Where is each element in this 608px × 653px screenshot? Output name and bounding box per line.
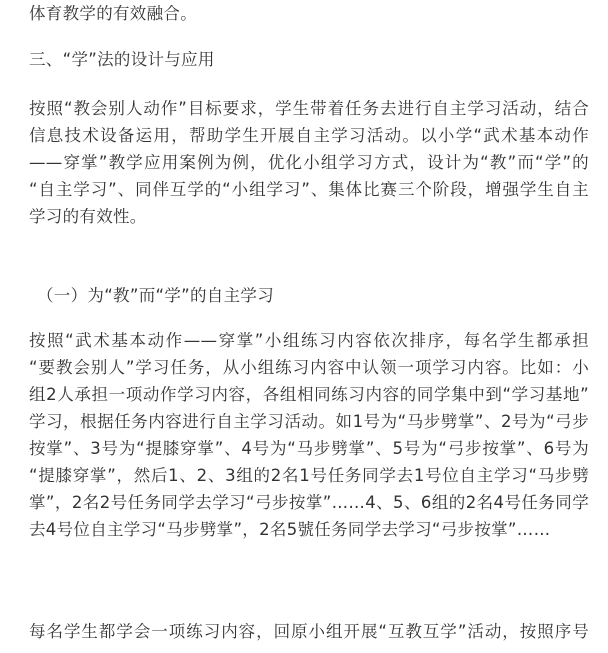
text-line: “自主学习”、同伴互学的“小组学习”、集体比赛三个阶段，增强学生自主 bbox=[29, 180, 589, 199]
paragraph-method-design bbox=[29, 95, 589, 230]
text-line: 组2人承担一项动作学习内容，各组相同练习内容的同学集中到“学习基地” bbox=[29, 385, 589, 404]
text-line: 去4号位自主学习“马步劈掌”，2名5號任务同学去学习“弓步按掌”…… bbox=[29, 520, 551, 539]
paragraph-peer-teaching bbox=[29, 618, 589, 645]
text-line: 信息技术设备运用，帮助学生开展自主学习活动。以小学“武术基本动作 bbox=[29, 126, 589, 145]
text-line: ——穿掌”教学应用案例为例，优化小组学习方式，设计为“教”而“学”的 bbox=[29, 153, 589, 172]
text-line: 体育教学的有效融合。 bbox=[29, 4, 197, 23]
subsection-heading bbox=[37, 282, 597, 309]
section-heading bbox=[29, 46, 589, 73]
text-line: “要教会别人”学习任务，从小组练习内容中认领一项学习内容。比如：小 bbox=[29, 358, 589, 377]
text-line: 学习，根据任务内容进行自主学习活动。如1号为“马步劈掌”、2号为“弓步 bbox=[29, 412, 589, 431]
text-line: 每名学生都学会一项练习内容，回原小组开展“互教互学”活动，按照序号 bbox=[29, 622, 589, 641]
subsection-heading-text: （一）为“教”而“学”的自主学习 bbox=[37, 286, 274, 305]
text-line: 按照“教会别人动作”目标要求，学生带着任务去进行自主学习活动，结合 bbox=[29, 99, 589, 118]
text-line: “提膝穿掌”，然后1、2、3组的2名1号任务同学去1号位自主学习“马步劈 bbox=[29, 466, 589, 485]
paragraph-self-study bbox=[29, 327, 589, 543]
paragraph-intro-ending bbox=[29, 0, 589, 27]
text-line: 按照“武术基本动作——穿掌”小组练习内容依次排序，每名学生都承担 bbox=[29, 331, 589, 350]
text-line: 学习的有效性。 bbox=[29, 207, 147, 226]
text-line: 掌”，2名2号任务同学去学习“弓步按掌”……4、5、6组的2名4号任务同学 bbox=[29, 493, 589, 512]
section-heading-text: 三、“学”法的设计与应用 bbox=[29, 50, 215, 69]
text-line: 按掌”、3号为“提膝穿掌”、4号为“马步劈掌”、5号为“弓步按掌”、6号为 bbox=[29, 439, 589, 458]
